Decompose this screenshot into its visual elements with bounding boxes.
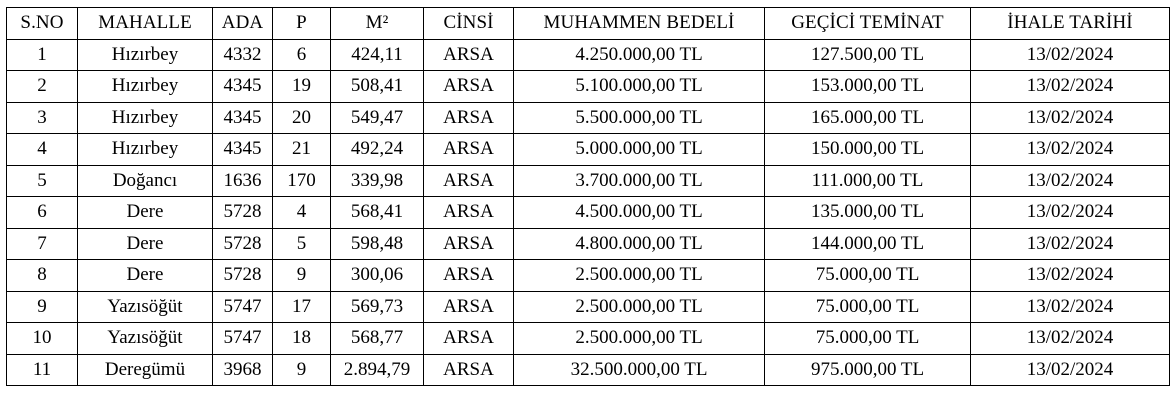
header-ihale-tarihi: İHALE TARİHİ: [971, 8, 1170, 40]
muhammen-bedeli-cell: 4.500.000,00 TL: [514, 197, 765, 229]
mahalle-cell: Hızırbey: [78, 102, 213, 134]
gecici-teminat-cell: 75.000,00 TL: [765, 260, 971, 292]
mahalle-cell: Deregümü: [78, 354, 213, 386]
table-row: [7, 102, 1170, 134]
area-cell: 549,47: [331, 102, 424, 134]
parsel-cell: 9: [273, 354, 331, 386]
ada-cell: 4332: [213, 39, 273, 71]
parsel-cell: 17: [273, 291, 331, 323]
sno-cell: 3: [7, 102, 78, 134]
parsel-cell: 18: [273, 323, 331, 355]
mahalle-cell: Dere: [78, 228, 213, 260]
ihale-tarihi-cell: 13/02/2024: [971, 323, 1170, 355]
area-cell: 569,73: [331, 291, 424, 323]
ihale-tarihi-cell: 13/02/2024: [971, 39, 1170, 71]
parsel-cell: 4: [273, 197, 331, 229]
muhammen-bedeli-cell: 2.500.000,00 TL: [514, 323, 765, 355]
cinsi-cell: ARSA: [424, 260, 514, 292]
header-sno: S.NO: [7, 8, 78, 40]
muhammen-bedeli-cell: 5.100.000,00 TL: [514, 71, 765, 103]
area-cell: 339,98: [331, 165, 424, 197]
ada-cell: 5747: [213, 323, 273, 355]
mahalle-cell: Hızırbey: [78, 39, 213, 71]
cinsi-cell: ARSA: [424, 291, 514, 323]
gecici-teminat-cell: 144.000,00 TL: [765, 228, 971, 260]
parsel-cell: 6: [273, 39, 331, 71]
gecici-teminat-cell: 75.000,00 TL: [765, 291, 971, 323]
gecici-teminat-cell: 165.000,00 TL: [765, 102, 971, 134]
header-ada: ADA: [213, 8, 273, 40]
ihale-tarihi-cell: 13/02/2024: [971, 71, 1170, 103]
cinsi-cell: ARSA: [424, 323, 514, 355]
gecici-teminat-cell: 975.000,00 TL: [765, 354, 971, 386]
ihale-tarihi-cell: 13/02/2024: [971, 354, 1170, 386]
gecici-teminat-cell: 153.000,00 TL: [765, 71, 971, 103]
parsel-cell: 21: [273, 134, 331, 166]
ihale-tarihi-cell: 13/02/2024: [971, 102, 1170, 134]
cinsi-cell: ARSA: [424, 354, 514, 386]
table-row: [7, 354, 1170, 386]
muhammen-bedeli-cell: 2.500.000,00 TL: [514, 260, 765, 292]
muhammen-bedeli-cell: 3.700.000,00 TL: [514, 165, 765, 197]
mahalle-cell: Dere: [78, 197, 213, 229]
parsel-cell: 20: [273, 102, 331, 134]
sno-cell: 4: [7, 134, 78, 166]
muhammen-bedeli-cell: 2.500.000,00 TL: [514, 291, 765, 323]
area-cell: 568,41: [331, 197, 424, 229]
ihale-tarihi-cell: 13/02/2024: [971, 291, 1170, 323]
mahalle-cell: Dere: [78, 260, 213, 292]
sno-cell: 8: [7, 260, 78, 292]
header-parsel: P: [273, 8, 331, 40]
sno-cell: 11: [7, 354, 78, 386]
ihale-tarihi-cell: 13/02/2024: [971, 228, 1170, 260]
area-cell: 424,11: [331, 39, 424, 71]
sno-cell: 7: [7, 228, 78, 260]
mahalle-cell: Yazısöğüt: [78, 323, 213, 355]
parsel-cell: 9: [273, 260, 331, 292]
ihale-tarihi-cell: 13/02/2024: [971, 197, 1170, 229]
mahalle-cell: Hızırbey: [78, 134, 213, 166]
ada-cell: 5728: [213, 228, 273, 260]
ada-cell: 5728: [213, 260, 273, 292]
table-row: [7, 71, 1170, 103]
table-row: [7, 39, 1170, 71]
muhammen-bedeli-cell: 4.250.000,00 TL: [514, 39, 765, 71]
cinsi-cell: ARSA: [424, 134, 514, 166]
header-gecici-teminat: GEÇİCİ TEMİNAT: [765, 8, 971, 40]
table-row: [7, 291, 1170, 323]
gecici-teminat-cell: 111.000,00 TL: [765, 165, 971, 197]
auction-table: [6, 7, 1170, 386]
table-row: [7, 323, 1170, 355]
ada-cell: 4345: [213, 71, 273, 103]
cinsi-cell: ARSA: [424, 197, 514, 229]
area-cell: 568,77: [331, 323, 424, 355]
sno-cell: 5: [7, 165, 78, 197]
ada-cell: 5747: [213, 291, 273, 323]
area-cell: 508,41: [331, 71, 424, 103]
cinsi-cell: ARSA: [424, 228, 514, 260]
muhammen-bedeli-cell: 4.800.000,00 TL: [514, 228, 765, 260]
mahalle-cell: Yazısöğüt: [78, 291, 213, 323]
parsel-cell: 170: [273, 165, 331, 197]
mahalle-cell: Hızırbey: [78, 71, 213, 103]
ada-cell: 4345: [213, 134, 273, 166]
table-row: [7, 260, 1170, 292]
table-body: [7, 39, 1170, 386]
ihale-tarihi-cell: 13/02/2024: [971, 165, 1170, 197]
area-cell: 300,06: [331, 260, 424, 292]
ada-cell: 1636: [213, 165, 273, 197]
table-header: [7, 8, 1170, 40]
table-row: [7, 197, 1170, 229]
header-row: [7, 8, 1170, 40]
sno-cell: 1: [7, 39, 78, 71]
header-cinsi: CİNSİ: [424, 8, 514, 40]
gecici-teminat-cell: 75.000,00 TL: [765, 323, 971, 355]
header-mahalle: MAHALLE: [78, 8, 213, 40]
muhammen-bedeli-cell: 5.500.000,00 TL: [514, 102, 765, 134]
header-area: M²: [331, 8, 424, 40]
area-cell: 598,48: [331, 228, 424, 260]
sno-cell: 6: [7, 197, 78, 229]
parsel-cell: 19: [273, 71, 331, 103]
cinsi-cell: ARSA: [424, 102, 514, 134]
table-row: [7, 228, 1170, 260]
area-cell: 492,24: [331, 134, 424, 166]
ihale-tarihi-cell: 13/02/2024: [971, 134, 1170, 166]
parsel-cell: 5: [273, 228, 331, 260]
ada-cell: 3968: [213, 354, 273, 386]
sno-cell: 10: [7, 323, 78, 355]
ihale-tarihi-cell: 13/02/2024: [971, 260, 1170, 292]
gecici-teminat-cell: 127.500,00 TL: [765, 39, 971, 71]
area-cell: 2.894,79: [331, 354, 424, 386]
muhammen-bedeli-cell: 32.500.000,00 TL: [514, 354, 765, 386]
mahalle-cell: Doğancı: [78, 165, 213, 197]
ada-cell: 5728: [213, 197, 273, 229]
sno-cell: 9: [7, 291, 78, 323]
muhammen-bedeli-cell: 5.000.000,00 TL: [514, 134, 765, 166]
cinsi-cell: ARSA: [424, 165, 514, 197]
gecici-teminat-cell: 150.000,00 TL: [765, 134, 971, 166]
cinsi-cell: ARSA: [424, 71, 514, 103]
header-muhammen-bedeli: MUHAMMEN BEDELİ: [514, 8, 765, 40]
table-row: [7, 134, 1170, 166]
sno-cell: 2: [7, 71, 78, 103]
cinsi-cell: ARSA: [424, 39, 514, 71]
table-row: [7, 165, 1170, 197]
gecici-teminat-cell: 135.000,00 TL: [765, 197, 971, 229]
ada-cell: 4345: [213, 102, 273, 134]
